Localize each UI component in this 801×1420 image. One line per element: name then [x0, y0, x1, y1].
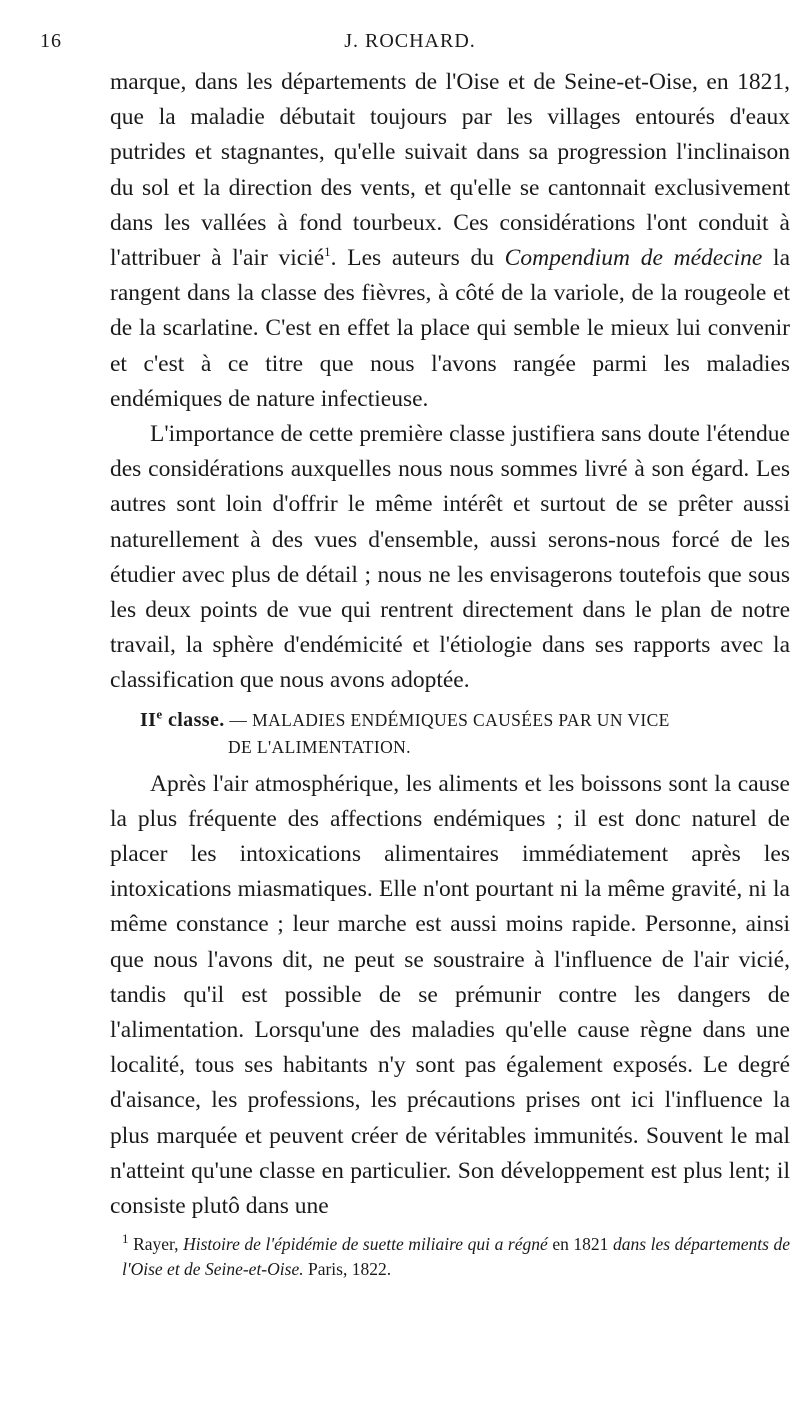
footnote-year: en 1821: [552, 1234, 609, 1255]
body-text: [110, 65, 790, 1282]
section-label: classe.: [167, 708, 225, 731]
section-numeral-text: II: [140, 708, 157, 731]
section-title-line-2: DE L'ALIMENTATION.: [228, 736, 411, 757]
section-dash: —: [229, 709, 248, 730]
running-head: J. ROCHARD.: [344, 30, 476, 52]
footnote-publication: Paris, 1822.: [307, 1259, 392, 1280]
section-numeral: [140, 706, 225, 731]
footnote-title-2: dans les départements de l'Oise et de Seine-et-Oise.: [122, 1234, 791, 1280]
paragraph-3: Après l'air atmosphérique, les aliments et les boissons sont la cause la plus fréquente des affections endémiques ; il est donc naturel de placer les intoxications alimentaires immédiatement après les intoxications miasmatiques. Elle n'ont pourtant ni la même gravité, ni la même constance ; leur marche est aussi moins rapide. Personne, ainsi que nous l'avons dit, ne peut se soustraire à l'influence de l'air vicié, tandis qu'il est possible de se prémunir contre les dangers de l'alimentation. Lorsqu'une des maladies qu'elle cause règne dans une localité, tous ses habitants n'y sont pas également exposés. Le degré d'aisance, les professions, les précautions prises ont ici l'influence la plus marquée et peuvent créer de véritables immunités. Souvent le mal n'atteint qu'une classe en particulier. Son développement est plus lent; il consiste plutô dans une: [110, 770, 790, 1220]
section-title-line-1: MALADIES ENDÉMIQUES CAUSÉES PAR UN VICE: [252, 709, 670, 730]
paragraph-1-text-c: la rangent dans la classe des fièvres, à côté de la variole, de la rougeole et de la scarlatine. C'est en effet la place qui semble le mieux lui convenir et c'est à ce titre que nous l'avons rangée parmi les maladies endémiques de nature infectieuse.: [110, 245, 790, 412]
footnote-title: Histoire de l'épidémie de suette miliaire qui a régné: [183, 1234, 548, 1255]
paragraph-1: [110, 65, 790, 417]
paragraph-1-text-a: marque, dans les départements de l'Oise et de Seine-et-Oise, en 1821, que la maladie débutait toujours par les villages entourés d'eaux putrides et stagnantes, qu'elle suivait dans sa progression l'inclinaison du sol et la direction des vents, et qu'elle se cantonnait exclusivement dans les vallées à fond tourbeux. Ces considérations l'ont conduit à l'attribuer à l'air vicié: [110, 69, 790, 272]
section-numeral-sup: e: [156, 706, 163, 721]
section-heading: [110, 707, 790, 761]
running-header: [38, 30, 782, 58]
footnote-author: Rayer,: [133, 1234, 179, 1255]
page-number: 16: [40, 30, 62, 52]
compendium-title: Compendium de médecine: [504, 245, 763, 272]
footnote-marker: 1: [122, 1231, 129, 1247]
footnote-ref-1: 1: [324, 244, 331, 260]
footnote: [110, 1232, 790, 1282]
paragraph-2: L'importance de cette première classe justifiera sans doute l'étendue des considérations auxquelles nous nous sommes livré à son égard. Les autres sont loin d'offrir le même intérêt et surtout de se prêter aussi naturellement à des vues d'ensemble, aussi serons-nous forcé de les étudier avec plus de détail ; nous ne les envisagerons toutefois que sous les deux points de vue qui rentrent directement dans le plan de notre travail, la sphère d'endémicité et l'étiologie dans ses rapports avec la classification que nous avons adoptée.: [110, 421, 790, 694]
paragraph-1-text-b: . Les auteurs du: [330, 245, 505, 272]
